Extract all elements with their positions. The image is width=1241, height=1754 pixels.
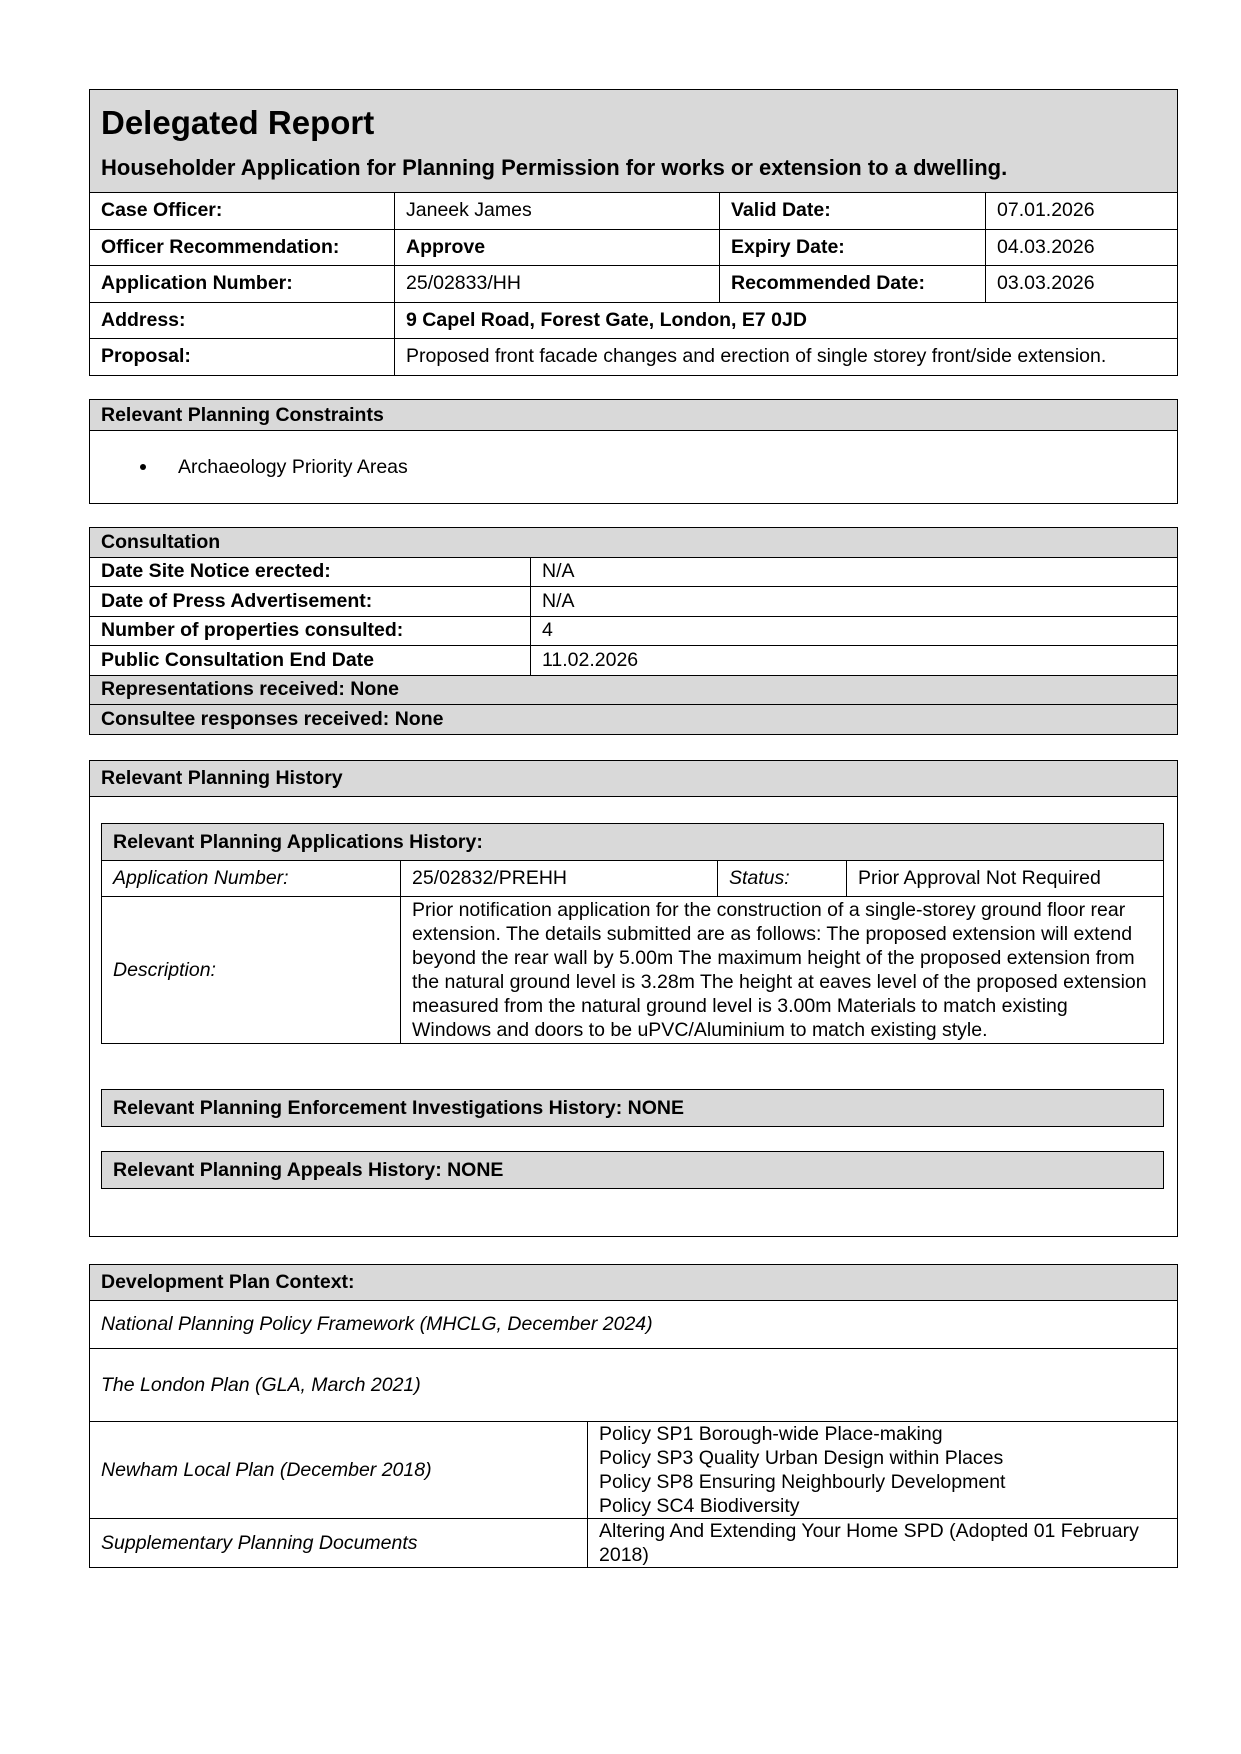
- status-value: Prior Approval Not Required: [847, 861, 1164, 897]
- list-item: [101, 456, 1166, 479]
- bullet-icon: [140, 464, 146, 470]
- valid-date-value: 07.01.2026: [986, 193, 1178, 230]
- application-number-label: Application Number:: [90, 266, 395, 303]
- address-value: 9 Capel Road, Forest Gate, London, E7 0JD: [395, 302, 1178, 339]
- policy-item: Policy SP1 Borough-wide Place-making: [599, 1423, 943, 1445]
- development-plan-section: [89, 1264, 1178, 1568]
- applications-history-table: [101, 823, 1164, 1044]
- description-value: Prior notification application for the construction of a single-storey ground floor rear extension. The details submitted are as follows: The proposed extension will extend beyond the rear wall by 5.00m The maximum height of the proposed extension from the natural ground level is 3.28m The height at eaves level of the proposed extension measured from the natural ground level is 3.00m Materials to match existing Windows and doors to be uPVC/Aluminium to match existing style.: [401, 897, 1164, 1044]
- app-number-label: Application Number:: [102, 861, 401, 897]
- spd-value: Altering And Extending Your Home SPD (Adopted 01 February 2018): [588, 1519, 1178, 1568]
- table-row: [90, 616, 1178, 646]
- constraints-section: [89, 399, 1178, 504]
- nppf-text: National Planning Policy Framework (MHCLG, December 2024): [90, 1301, 1178, 1349]
- consultation-end-value: 11.02.2026: [531, 646, 1178, 676]
- valid-date-label: Valid Date:: [720, 193, 986, 230]
- press-advert-value: N/A: [531, 587, 1178, 617]
- enforcement-history-heading: Relevant Planning Enforcement Investigations History: NONE: [102, 1090, 1164, 1127]
- description-label: Description:: [102, 897, 401, 1044]
- local-plan-policies: [588, 1422, 1178, 1519]
- constraints-heading: Relevant Planning Constraints: [90, 400, 1178, 431]
- planning-history-heading: Relevant Planning History: [90, 761, 1177, 797]
- consultation-heading: Consultation: [90, 528, 1178, 558]
- table-row: [90, 646, 1178, 676]
- representations-received: Representations received: None: [90, 675, 1178, 705]
- policy-item: Policy SC4 Biodiversity: [599, 1495, 800, 1517]
- case-officer-value: Janeek James: [395, 193, 720, 230]
- case-officer-label: Case Officer:: [90, 193, 395, 230]
- page-subtitle: Householder Application for Planning Permission for works or extension to a dwelling.: [101, 155, 1008, 180]
- planning-history-section: [89, 760, 1178, 1237]
- consultee-responses: Consultee responses received: None: [90, 705, 1178, 735]
- title-cell: [90, 90, 1178, 193]
- local-plan-label: Newham Local Plan (December 2018): [90, 1422, 588, 1519]
- development-plan-heading: Development Plan Context:: [90, 1265, 1178, 1301]
- page-title: Delegated Report: [101, 104, 375, 141]
- table-row: [90, 557, 1178, 587]
- app-number-value: 25/02832/PREHH: [401, 861, 718, 897]
- proposal-label: Proposal:: [90, 339, 395, 376]
- report-header: [89, 89, 1178, 376]
- applications-history-heading: Relevant Planning Applications History:: [102, 824, 1164, 861]
- appeals-history-heading: Relevant Planning Appeals History: NONE: [102, 1152, 1164, 1189]
- recommended-date-value: 03.03.2026: [986, 266, 1178, 303]
- site-notice-label: Date Site Notice erected:: [90, 557, 531, 587]
- appeals-history: [101, 1151, 1164, 1189]
- constraint-text: Archaeology Priority Areas: [178, 455, 408, 478]
- recommendation-value: Approve: [395, 229, 720, 266]
- press-advert-label: Date of Press Advertisement:: [90, 587, 531, 617]
- expiry-date-label: Expiry Date:: [720, 229, 986, 266]
- address-label: Address:: [90, 302, 395, 339]
- recommendation-label: Officer Recommendation:: [90, 229, 395, 266]
- properties-consulted-label: Number of properties consulted:: [90, 616, 531, 646]
- spd-label: Supplementary Planning Documents: [90, 1519, 588, 1568]
- policy-item: Policy SP3 Quality Urban Design within Places: [599, 1447, 1004, 1469]
- enforcement-history: [101, 1089, 1164, 1127]
- proposal-value: Proposed front facade changes and erection of single storey front/side extension.: [395, 339, 1178, 376]
- consultation-section: [89, 527, 1178, 735]
- application-number-value: 25/02833/HH: [395, 266, 720, 303]
- site-notice-value: N/A: [531, 557, 1178, 587]
- consultation-end-label: Public Consultation End Date: [90, 646, 531, 676]
- london-plan-text: The London Plan (GLA, March 2021): [90, 1349, 1178, 1422]
- constraints-list: [90, 431, 1178, 504]
- expiry-date-value: 04.03.2026: [986, 229, 1178, 266]
- policy-item: Policy SP8 Ensuring Neighbourly Development: [599, 1471, 1006, 1493]
- status-label: Status:: [718, 861, 847, 897]
- recommended-date-label: Recommended Date:: [720, 266, 986, 303]
- properties-consulted-value: 4: [531, 616, 1178, 646]
- table-row: [90, 587, 1178, 617]
